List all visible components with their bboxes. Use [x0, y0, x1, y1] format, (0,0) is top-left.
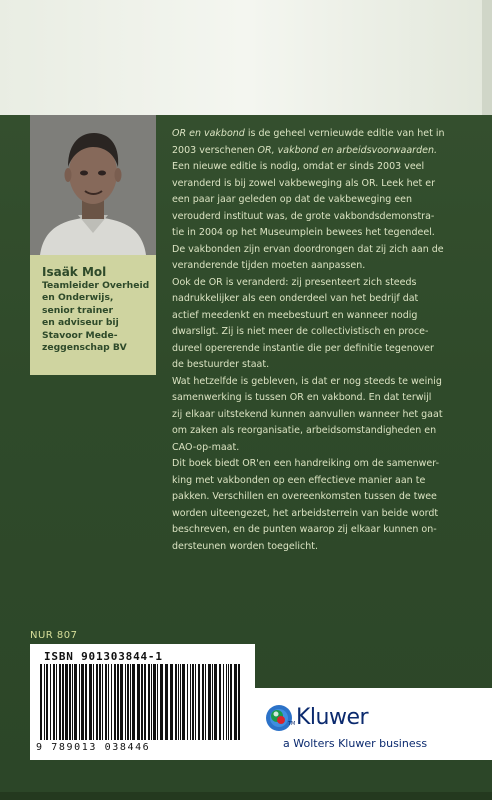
barcode-bar	[212, 664, 213, 740]
blurb-line: zij elkaar uitstekend kunnen aanvullen wanneer het gaat	[172, 408, 443, 420]
blurb-line: een paar jaar geleden op dat de vakbeweging een	[172, 194, 413, 205]
author-bio-line: zeggenschap BV	[42, 342, 127, 354]
blurb-line: Een nieuwe editie is nodig, omdat er sinds 2003 veel	[172, 161, 425, 172]
blurb-line: king met vakbonden op een effectieve manier aan te	[172, 474, 426, 486]
blurb-line	[172, 143, 472, 160]
barcode-bar	[46, 664, 48, 740]
barcode-bar	[62, 664, 64, 740]
barcode-bar	[175, 664, 177, 740]
blurb-line: Ook de OR is veranderd: zij presenteert zich steeds	[172, 276, 417, 288]
barcode-bar	[132, 664, 135, 740]
author-bio-line: senior trainer	[42, 304, 114, 316]
barcode-bar	[79, 664, 80, 740]
barcode-bar	[202, 664, 204, 740]
nur-code: NUR 807	[30, 630, 78, 641]
barcode-bar	[69, 664, 71, 740]
author-photo	[30, 115, 156, 255]
barcode-bar	[238, 664, 240, 740]
barcode-bar	[127, 664, 129, 740]
barcode-bar	[228, 664, 229, 740]
barcode-bar	[226, 664, 227, 740]
barcode-bar	[170, 664, 173, 740]
barcode-bar	[205, 664, 206, 740]
blurb-line: tie in 2004 op het Museumplein bewees het tegendeel.	[172, 227, 435, 238]
top-band	[0, 0, 492, 115]
blurb-paragraph-2	[172, 275, 472, 374]
barcode-bar	[130, 664, 131, 740]
author-portrait-image	[30, 115, 156, 255]
blurb-line: Wat hetzelfde is gebleven, is dat er nog steeds te weinig	[172, 375, 442, 387]
blurb-paragraph-4	[172, 456, 472, 555]
barcode-bar	[144, 664, 146, 740]
barcode-bar	[160, 664, 163, 740]
blurb-line: Dit boek biedt OR'en een handreiking om de samenwer-	[172, 458, 440, 469]
blurb-paragraph-1	[172, 126, 472, 275]
barcode-bar	[178, 664, 179, 740]
barcode-bar	[85, 664, 87, 740]
author-bio-line: Teamleider Overheid	[42, 280, 150, 291]
barcode-bar	[190, 664, 191, 740]
ean-number: 9 789013 038446	[36, 742, 151, 753]
barcode-bar	[99, 664, 101, 740]
barcode-bar	[195, 664, 196, 740]
barcode-bar	[93, 664, 94, 740]
barcode-bar	[72, 664, 73, 740]
barcode-bar	[208, 664, 211, 740]
blurb-paragraph-3	[172, 374, 472, 457]
blurb-line: dureel opererende instantie die per definitie tegenover	[172, 342, 434, 354]
barcode-bar	[157, 664, 158, 740]
kluwer-globe-icon	[265, 704, 296, 732]
blurb-line: pakken. Verschillen en overeenkomsten tussen de twee	[172, 491, 437, 502]
blurb-line: om zaken als reorganisatie, arbeidsomstandigheden en	[172, 425, 437, 436]
blurb-line	[172, 126, 472, 143]
barcode-bar	[151, 664, 152, 740]
barcode-bar	[234, 664, 237, 740]
barcode-bar	[148, 664, 150, 740]
barcode-bar	[65, 664, 68, 740]
barcode-bar	[102, 664, 103, 740]
barcode-bar	[230, 664, 232, 740]
blurb-line: samenwerking is tussen OR en vakbond. En dat terwijl	[172, 392, 432, 403]
blurb-line: worden uiteengezet, het arbeidsterrein van beide wordt	[172, 507, 439, 519]
barcode-bar	[81, 664, 84, 740]
barcode-bar	[141, 664, 143, 740]
blurb-line: veranderende tijden moeten aanpassen.	[172, 260, 366, 271]
blurb-line: dwarsligt. Zij is niet meer de collectivistisch en proce-	[172, 326, 429, 337]
blurb-line: veranderd is bij zowel vakbeweging als OR. Leek het er	[172, 177, 435, 189]
barcode-bar	[59, 664, 61, 740]
blurb-title-italic: OR, vakbond en arbeidsvoorwaarden.	[257, 144, 437, 156]
author-bio-line: en Onderwijs,	[42, 292, 114, 304]
barcode-bar	[214, 664, 217, 740]
barcode-bar	[182, 664, 185, 740]
blurb-line: De vakbonden zijn ervan doordrongen dat zij zich aan de	[172, 243, 444, 255]
author-bio-line: Stavoor Mede-	[42, 329, 118, 341]
barcode-bar	[198, 664, 200, 740]
barcode-bar	[117, 664, 119, 740]
blurb-line: actief meedenkt en meebestuurt en wanneer nodig	[172, 309, 418, 321]
bottom-band	[0, 760, 492, 800]
barcode-bar	[125, 664, 126, 740]
barcode-bar	[111, 664, 112, 740]
barcode-bar	[153, 664, 156, 740]
author-name: Isaäk Mol	[42, 265, 107, 279]
barcode-bar	[40, 664, 42, 740]
kluwer-trademark: TM	[288, 721, 296, 727]
blurb-line: de bestuurder staat.	[172, 359, 270, 370]
author-bio-line: en adviseur bij	[42, 317, 119, 329]
kluwer-tagline: a Wolters Kluwer business	[283, 737, 428, 750]
book-blurb	[172, 126, 472, 555]
barcode-bar	[192, 664, 194, 740]
kluwer-wordmark: Kluwer	[296, 705, 369, 730]
barcode-bar	[137, 664, 140, 740]
blurb-text: 2003 verschenen	[172, 144, 258, 156]
barcode-bar	[180, 664, 181, 740]
barcode-bar	[223, 664, 224, 740]
barcode-bar	[44, 664, 45, 740]
barcode-bar	[89, 664, 92, 740]
blurb-line: CAO-op-maat.	[172, 441, 240, 453]
barcode-bar	[165, 664, 168, 740]
barcode-bar	[120, 664, 123, 740]
barcode-bar	[187, 664, 188, 740]
barcode-bar	[50, 664, 51, 740]
blurb-line: nadrukkelijker als een onderdeel van het bedrijf dat	[172, 293, 419, 304]
barcode-bar	[105, 664, 107, 740]
barcode-bar	[219, 664, 221, 740]
barcode-bar	[74, 664, 77, 740]
author-bio	[42, 280, 154, 354]
isbn-number: ISBN 901303844-1	[44, 650, 163, 663]
barcode-bar	[56, 664, 57, 740]
blurb-line: verouderd instituut was, de grote vakbondsdemonstra-	[172, 210, 435, 222]
blurb-line: beschreven, en de punten waarop zij elkaar kunnen on-	[172, 524, 437, 535]
blurb-line: dersteunen worden toegelicht.	[172, 540, 318, 552]
blurb-text: is de geheel vernieuwde editie van het in	[244, 128, 445, 139]
blurb-title-italic: OR en vakbond	[172, 128, 245, 139]
barcode-bar	[96, 664, 98, 740]
barcode-bar	[53, 664, 55, 740]
barcode-bar	[114, 664, 116, 740]
barcode-bar	[108, 664, 109, 740]
barcode-image	[40, 664, 245, 744]
